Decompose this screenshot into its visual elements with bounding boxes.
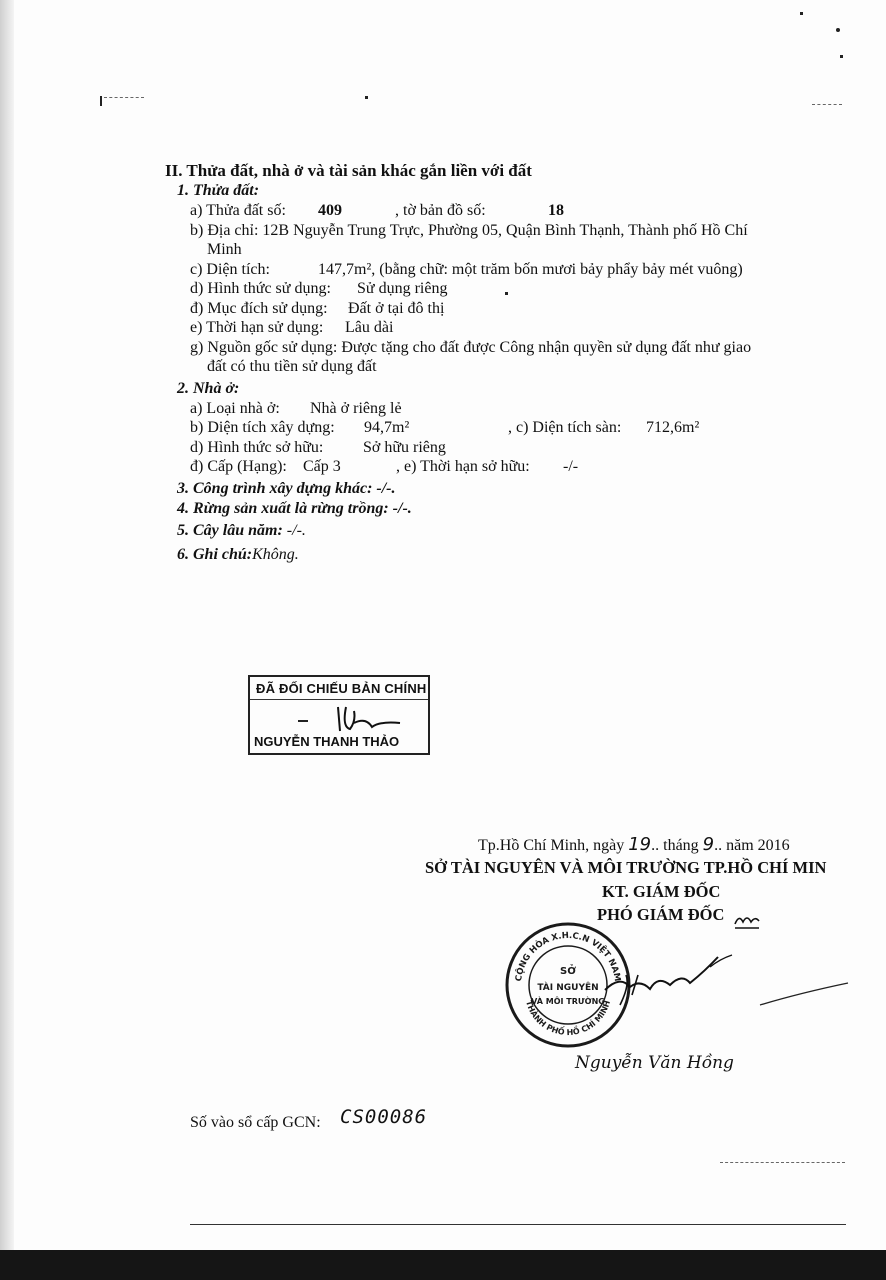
stamp-title: ĐÃ ĐỐI CHIẾU BẢN CHÍNH — [256, 681, 427, 696]
issuing-agency: SỞ TÀI NGUYÊN VÀ MÔI TRƯỜNG TP.HỒ CHÍ MIN — [425, 858, 827, 877]
certified-copy-stamp — [248, 675, 430, 755]
usage-purpose-label: đ) Mục đích sử dụng: — [190, 300, 328, 317]
scan-edge-shadow — [0, 0, 14, 1250]
planted-forest: 4. Rừng sản xuất là rừng trồng: -/-. — [177, 500, 412, 517]
grade-label: đ) Cấp (Hạng): — [190, 458, 287, 475]
house-type-value: Nhà ở riêng lẻ — [310, 400, 402, 417]
director-signature — [560, 945, 850, 1025]
scan-dash — [720, 1162, 845, 1163]
perennial-trees — [177, 522, 306, 540]
date-month-label: tháng — [663, 837, 699, 854]
date-day: 19 — [628, 834, 652, 855]
place-date-prefix: Tp.Hồ Chí Minh, ngày — [478, 837, 625, 854]
scan-speck — [800, 12, 803, 15]
seal-outer-text: CỘNG HÒA X.H.C.N VIỆT NAM — [514, 930, 622, 983]
date-month: 9 — [702, 834, 715, 855]
signer-role-1: KT. GIÁM ĐỐC — [602, 882, 721, 901]
house-heading: 2. Nhà ở: — [177, 380, 240, 397]
built-area-label: b) Diện tích xây dựng: — [190, 419, 335, 436]
note-label: 6. Ghi chú: — [177, 546, 253, 563]
origin-line-2: đất có thu tiền sử dụng đất — [207, 358, 377, 375]
perennial-trees-value: -/-. — [282, 522, 306, 539]
address-line-2: Minh — [207, 241, 242, 258]
usage-form-value: Sử dụng riêng — [357, 280, 448, 297]
floor-area-value: 712,6m² — [646, 419, 700, 436]
place-date: Tp.Hồ Chí Minh, ngày 19.. tháng 9.. năm 2016 — [478, 834, 790, 855]
address-line-1: b) Địa chỉ: 12B Nguyễn Trung Trực, Phường 05, Quận Bình Thạnh, Thành phố Hồ Chí — [190, 222, 748, 239]
seal-line-3: VÀ MÔI TRƯỜNG — [531, 997, 605, 1006]
land-number-label: a) Thửa đất số: — [190, 202, 286, 219]
seal-line-1: SỞ — [560, 966, 576, 977]
scan-speck — [505, 292, 508, 295]
ownership-term-label: , e) Thời hạn sở hữu: — [396, 458, 530, 475]
usage-term-value: Lâu dài — [345, 319, 394, 336]
scan-dash — [812, 104, 842, 105]
scan-speck — [100, 96, 102, 106]
map-sheet-label: , tờ bản đồ số: — [395, 202, 486, 219]
signer-role-2: PHÓ GIÁM ĐỐC — [597, 905, 725, 924]
scan-bottom-band — [0, 1250, 886, 1280]
scan-speck — [840, 55, 843, 58]
gcn-register-value: CS00086 — [340, 1106, 428, 1128]
usage-term-label: e) Thời hạn sử dụng: — [190, 319, 324, 336]
note — [177, 546, 299, 564]
other-construction: 3. Công trình xây dựng khác: -/-. — [177, 480, 396, 497]
origin-line-1: g) Nguồn gốc sử dụng: Được tặng cho đất được Công nhận quyền sử dụng đất như giao — [190, 339, 752, 356]
built-area-value: 94,7m² — [364, 419, 410, 436]
area-label: c) Diện tích: — [190, 261, 270, 278]
section-title: II. Thửa đất, nhà ở và tài sản khác gắn liền với đất — [165, 161, 532, 180]
stamp-officer-name: NGUYỄN THANH THẢO — [254, 734, 400, 749]
scan-dash — [104, 97, 144, 98]
grade-value: Cấp 3 — [303, 458, 341, 475]
ownership-value: Sở hữu riêng — [363, 439, 446, 456]
usage-form-label: d) Hình thức sử dụng: — [190, 280, 331, 297]
initial-mark — [733, 912, 763, 930]
ownership-term-value: -/- — [563, 458, 579, 475]
gcn-register-label: Số vào sổ cấp GCN: — [190, 1114, 321, 1131]
floor-area-label: , c) Diện tích sàn: — [508, 419, 622, 436]
note-value: Không. — [252, 546, 299, 563]
house-type-label: a) Loại nhà ở: — [190, 400, 280, 417]
bottom-rule — [190, 1224, 846, 1225]
date-year: năm 2016 — [726, 837, 790, 854]
land-number-value: 409 — [318, 202, 342, 219]
scan-speck — [836, 28, 840, 32]
land-heading: 1. Thửa đất: — [177, 182, 260, 199]
perennial-trees-label: 5. Cây lâu năm: — [177, 522, 283, 539]
scan-speck — [365, 96, 368, 99]
area-value: 147,7m², (bằng chữ: một trăm bốn mươi bảy phẩy bảy mét vuông) — [318, 261, 743, 278]
seal-bottom-text: THÀNH PHỐ HỒ CHÍ MINH — [524, 999, 612, 1038]
seal-line-2: TÀI NGUYÊN — [537, 983, 599, 993]
signer-name: Nguyễn Văn Hồng — [575, 1053, 734, 1073]
usage-purpose-value: Đất ở tại đô thị — [348, 300, 445, 317]
ownership-label: d) Hình thức sở hữu: — [190, 439, 324, 456]
map-sheet-value: 18 — [548, 202, 564, 219]
